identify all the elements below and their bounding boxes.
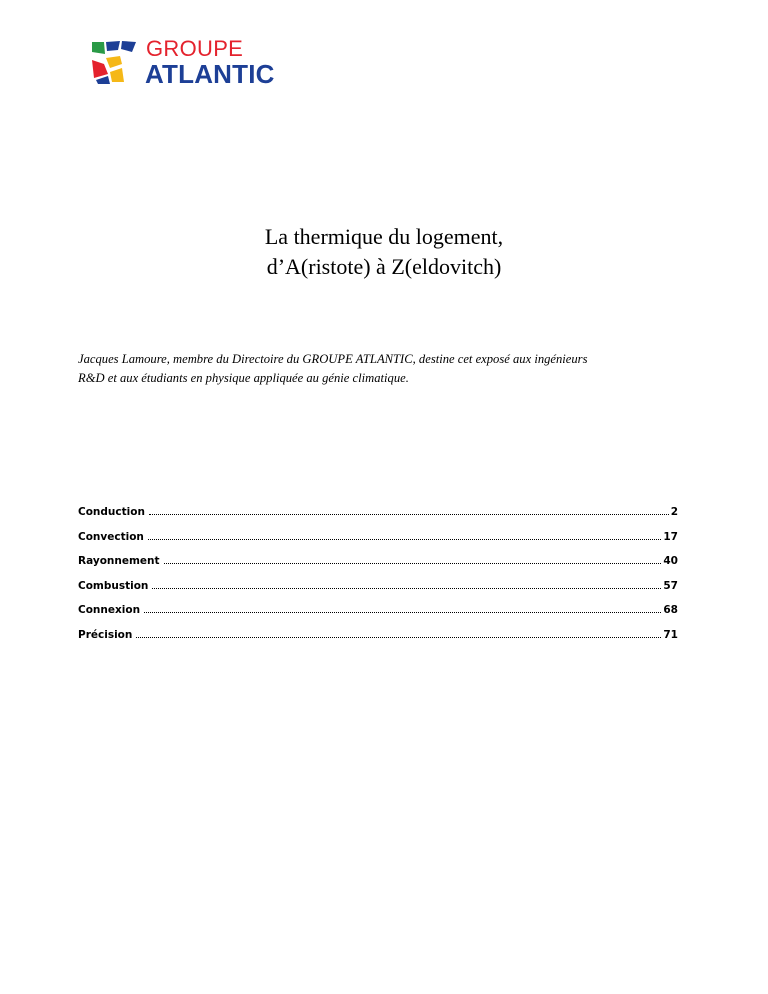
author-line-1: Jacques Lamoure, membre du Directoire du GROUPE ATLANTIC, destine cet exposé aux ingénieurs	[78, 352, 588, 366]
logo-text-groupe: GROUPE	[146, 36, 244, 61]
toc-leader-dots	[148, 539, 661, 540]
title-line-2: d’A(ristote) à Z(eldovitch)	[266, 254, 502, 279]
toc-entry-combustion[interactable]	[78, 579, 678, 604]
toc-page-number: 17	[663, 530, 678, 543]
toc-page-number: 2	[670, 506, 678, 518]
toc-page-number: 40	[663, 555, 678, 567]
logo-text-atlantic: ATLANTIC	[145, 59, 275, 89]
toc-label: Combustion	[78, 579, 149, 592]
author-description	[78, 350, 698, 388]
toc-label: Précision	[78, 628, 133, 641]
toc-page-number: 71	[663, 628, 678, 641]
toc-label: Conduction	[78, 506, 145, 518]
toc-leader-dots	[149, 514, 669, 515]
logo-mark-icon	[90, 38, 138, 86]
toc-label: Rayonnement	[78, 555, 160, 567]
toc-leader-dots	[164, 563, 662, 564]
toc-label: Convection	[78, 530, 144, 543]
toc-leader-dots	[152, 588, 661, 589]
table-of-contents	[78, 505, 678, 652]
toc-entry-conduction[interactable]	[78, 505, 678, 530]
toc-entry-rayonnement[interactable]	[78, 554, 678, 579]
groupe-atlantic-logo	[90, 38, 300, 90]
title-line-1: La thermique du logement,	[264, 224, 504, 249]
toc-entry-convection[interactable]	[78, 530, 678, 555]
toc-leader-dots	[136, 637, 661, 638]
toc-label: Connexion	[78, 604, 141, 616]
toc-leader-dots	[144, 612, 661, 613]
toc-entry-precision[interactable]	[78, 628, 678, 653]
toc-entry-connexion[interactable]	[78, 603, 678, 628]
document-title	[0, 222, 768, 282]
toc-page-number: 68	[663, 604, 678, 616]
author-line-2: R&D et aux étudiants en physique appliquée au génie climatique.	[78, 371, 409, 385]
toc-page-number: 57	[663, 579, 678, 592]
